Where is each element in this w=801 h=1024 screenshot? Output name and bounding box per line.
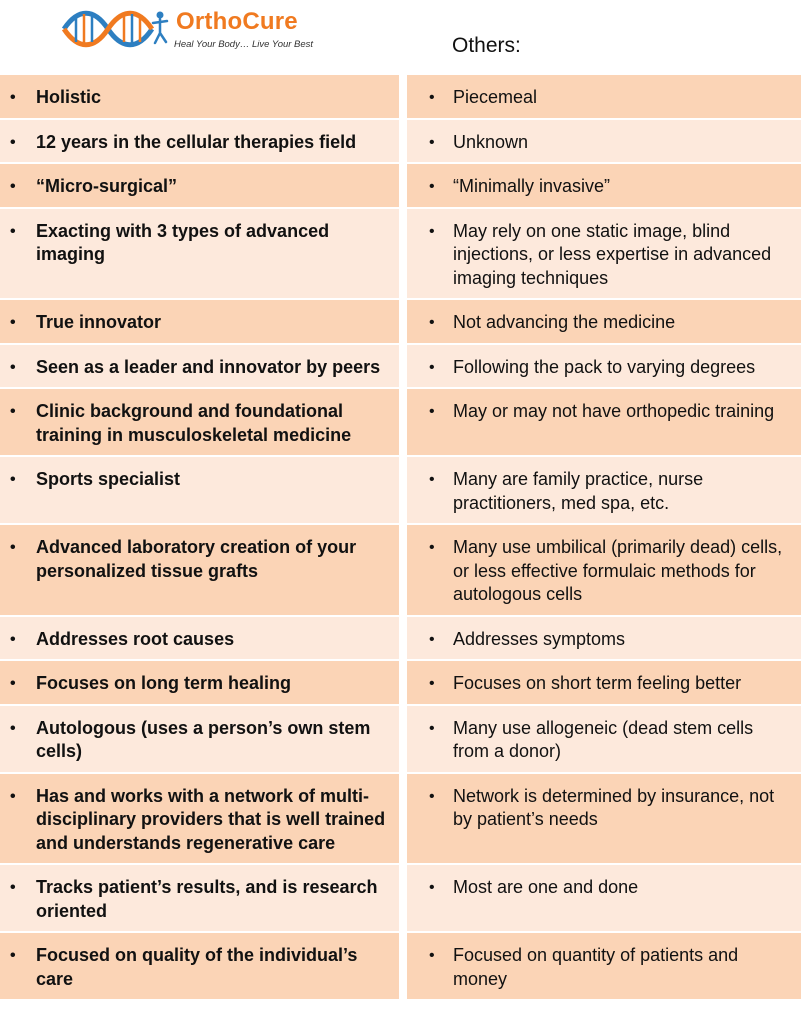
others-cell [407,774,801,864]
orthocure-text: Addresses root causes [36,628,235,649]
bullet-icon: • [429,178,435,195]
orthocure-text: True innovator [36,312,162,332]
others-text: Most are one and done [453,877,639,897]
bullet-icon: • [429,314,435,331]
others-text: Unknown [453,131,529,152]
bullet-icon: • [429,947,435,964]
orthocure-cell [0,345,399,388]
bullet-icon: • [429,133,435,151]
brand-tagline: Heal Your Body… Live Your Best [174,39,314,50]
bullet-icon: • [10,675,16,692]
orthocure-cell [0,300,399,343]
others-text: Addresses symptoms [453,628,626,649]
table-row [0,164,801,209]
table-row [0,457,801,525]
orthocure-text: Holistic [36,87,102,107]
table-row [0,706,801,774]
others-text: Many are family practice, nurse practitioners, med spa, etc. [453,469,704,513]
bullet-icon: • [10,947,16,964]
others-text: Many use allogeneic (dead stem cells from a donor) [453,717,754,761]
orthocure-cell [0,120,399,163]
orthocure-text: Has and works with a network of multi- disciplinary providers that is well trained and understands regenerative care [36,785,386,853]
others-text: Many use umbilical (primarily dead) cells, or less effective formulaic methods for autologous cells [453,537,783,604]
bullet-icon: • [10,178,16,195]
orthocure-cell [0,209,399,299]
bullet-icon: • [429,787,435,805]
table-row [0,774,801,866]
others-cell [407,457,801,523]
orthocure-cell [0,389,399,455]
orthocure-text: Focuses on long term healing [36,673,292,693]
others-text: Following the pack to varying degrees [453,356,756,377]
dna-helix-icon [60,6,172,52]
orthocure-cell [0,525,399,615]
bullet-icon: • [429,471,435,488]
bullet-icon: • [429,403,435,420]
brand-name: OrthoCure [176,8,298,35]
bullet-icon: • [429,630,435,648]
table-row [0,209,801,301]
others-cell [407,164,801,207]
bullet-icon: • [10,133,16,151]
others-text: Focused on quantity of patients and money [453,945,739,989]
comparison-table [0,75,801,1001]
orthocure-cell [0,164,399,207]
table-row [0,865,801,933]
table-row [0,300,801,345]
others-text: “Minimally invasive” [453,176,611,196]
others-cell [407,120,801,163]
orthocure-cell [0,706,399,772]
orthocure-cell [0,661,399,704]
bullet-icon: • [429,358,435,376]
others-cell [407,661,801,704]
others-column-heading: Others: [452,34,521,57]
bullet-icon: • [429,222,435,240]
others-cell [407,300,801,343]
orthocure-text: Exacting with 3 types of advanced imaging [36,220,330,264]
others-cell [407,706,801,772]
others-text: May or may not have orthopedic training [453,401,775,421]
bullet-icon: • [10,222,16,240]
others-text: Focuses on short term feeling better [453,673,742,693]
others-text: Network is determined by insurance, not by patient’s needs [453,785,775,829]
orthocure-text: Autologous (uses a person’s own stem cells) [36,717,371,761]
orthocure-cell [0,865,399,931]
orthocure-cell [0,75,399,118]
orthocure-text: 12 years in the cellular therapies field [36,131,357,152]
bullet-icon: • [10,879,16,896]
bullet-icon: • [429,675,435,692]
table-row [0,345,801,390]
table-row [0,661,801,706]
bullet-icon: • [10,89,16,106]
header [0,0,801,74]
others-cell [407,75,801,118]
table-row [0,120,801,165]
bullet-icon: • [429,539,435,556]
orthocure-cell [0,457,399,523]
orthocure-text: Seen as a leader and innovator by peers [36,356,381,377]
orthocure-cell [0,774,399,864]
orthocure-text: Sports specialist [36,469,181,489]
others-cell [407,525,801,615]
bullet-icon: • [10,358,16,376]
orthocure-text: Advanced laboratory creation of your personalized tissue grafts [36,537,357,581]
orthocure-text: Focused on quality of the individual’s care [36,945,358,989]
bullet-icon: • [10,630,16,648]
others-cell [407,209,801,299]
table-row [0,525,801,617]
others-text: Piecemeal [453,87,538,107]
bullet-icon: • [429,879,435,896]
others-cell [407,865,801,931]
brand-logo [60,6,314,54]
bullet-icon: • [10,471,16,488]
others-cell [407,933,801,999]
table-row [0,75,801,120]
bullet-icon: • [10,314,16,331]
bullet-icon: • [429,89,435,106]
others-cell [407,389,801,455]
others-cell [407,345,801,388]
table-row [0,933,801,1001]
bullet-icon: • [10,403,16,420]
others-text: May rely on one static image, blind injections, or less expertise in advanced imaging techniques [453,220,772,288]
others-cell [407,617,801,660]
bullet-icon: • [429,719,435,737]
others-text: Not advancing the medicine [453,312,676,332]
orthocure-text: “Micro-surgical” [36,176,178,196]
orthocure-cell [0,617,399,660]
table-row [0,617,801,662]
bullet-icon: • [10,539,16,556]
table-row [0,389,801,457]
orthocure-text: Clinic background and foundational training in musculoskeletal medicine [36,401,352,445]
bullet-icon: • [10,719,16,737]
orthocure-text: Tracks patient’s results, and is research oriented [36,877,378,921]
orthocure-cell [0,933,399,999]
bullet-icon: • [10,787,16,805]
